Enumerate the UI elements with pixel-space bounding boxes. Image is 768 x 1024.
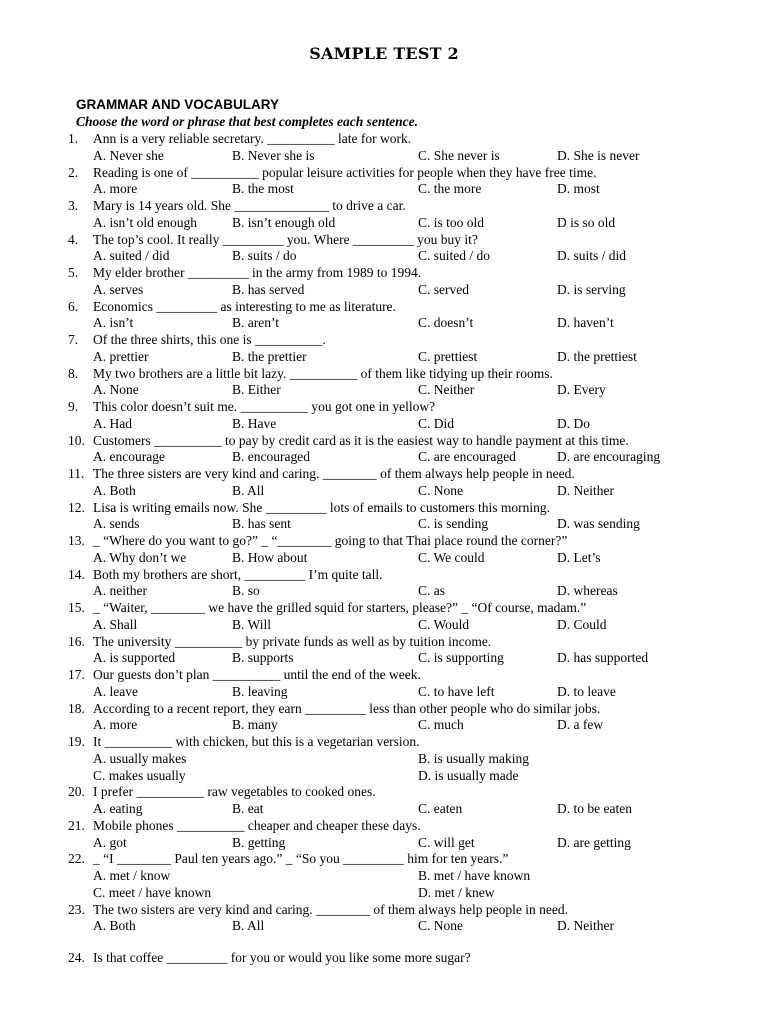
option-row	[68, 717, 758, 734]
question-11	[68, 466, 758, 500]
answer-option[interactable]: C. Did	[418, 415, 455, 431]
answer-option[interactable]: B. Have	[232, 415, 277, 431]
question-stem	[68, 902, 758, 919]
question-stem	[68, 500, 758, 517]
question-number: 1.	[68, 131, 79, 146]
answer-option[interactable]: C. meet / have known	[93, 884, 212, 900]
question-17	[68, 667, 758, 701]
question-number: 21.	[68, 817, 85, 833]
answer-option[interactable]: B. the most	[232, 181, 294, 197]
question-21	[68, 818, 758, 852]
question-text: I prefer __________ raw vegetables to cooked ones.	[93, 784, 376, 800]
question-stem	[68, 851, 758, 868]
answer-option[interactable]: C. prettiest	[418, 348, 478, 364]
option-row	[68, 768, 758, 785]
question-stem	[68, 433, 758, 450]
question-19	[68, 734, 758, 784]
answer-option[interactable]: C. eaten	[418, 801, 463, 816]
answer-option[interactable]: A. serves	[93, 281, 144, 297]
question-text: The three sisters are very kind and caring. ________ of them always help people in need.	[93, 466, 575, 481]
option-row	[68, 550, 758, 567]
question-number: 3.	[68, 198, 79, 213]
answer-option[interactable]: D. to be eaten	[557, 801, 632, 816]
question-number: 9.	[68, 399, 79, 414]
option-row	[68, 868, 758, 885]
answer-option[interactable]: A. eating	[93, 801, 143, 816]
option-row	[68, 684, 758, 701]
question-number: 11.	[68, 466, 85, 481]
answer-option[interactable]: A. Shall	[93, 616, 138, 632]
answer-option[interactable]: A. more	[93, 717, 138, 733]
answer-option[interactable]: C. doesn’t	[418, 315, 474, 331]
question-number: 22.	[68, 851, 85, 867]
question-stem	[68, 299, 758, 316]
question-text: The university __________ by private funds as well as by tuition income.	[93, 633, 492, 649]
answer-option[interactable]: D. are getting	[557, 834, 631, 850]
option-row	[68, 583, 758, 600]
answer-option[interactable]: B. Will	[232, 616, 271, 632]
question-stem	[68, 667, 758, 684]
answer-option[interactable]: A. isn’t	[93, 315, 134, 331]
answer-option[interactable]: C. is sending	[418, 516, 489, 532]
answer-option[interactable]: D. is serving	[557, 281, 626, 297]
answer-option[interactable]: C. Would	[418, 616, 470, 632]
answer-option[interactable]: A. sends	[93, 516, 140, 532]
question-stem	[68, 265, 758, 282]
question-stem	[68, 567, 758, 584]
option-row	[68, 416, 758, 433]
answer-option[interactable]: C. is supporting	[418, 650, 504, 666]
answer-option[interactable]: B. is usually making	[418, 750, 529, 766]
option-row	[68, 282, 758, 299]
answer-option[interactable]: B. eat	[232, 801, 264, 816]
question-number: 6.	[68, 298, 79, 314]
option-row	[68, 248, 758, 265]
section-heading: GRAMMAR AND VOCABULARY	[76, 97, 279, 112]
answer-option[interactable]: B. the prettier	[232, 348, 307, 364]
answer-option[interactable]: D. Let’s	[557, 549, 601, 565]
answer-option[interactable]: A. Both	[93, 918, 136, 934]
question-text: _ “Where do you want to go?” _ “________ going to that Thai place round the corner?”	[93, 533, 568, 548]
answer-option[interactable]: D. a few	[557, 717, 604, 733]
question-stem	[68, 366, 758, 383]
question-stem	[68, 784, 758, 801]
question-number: 19.	[68, 734, 85, 749]
question-1	[68, 131, 758, 165]
question-stem	[68, 232, 758, 249]
question-12	[68, 500, 758, 534]
answer-option[interactable]: A. None	[93, 382, 139, 398]
answer-option[interactable]: B. supports	[232, 650, 294, 666]
question-number: 2.	[68, 164, 79, 180]
answer-option[interactable]: D is so old	[557, 214, 616, 230]
question-number: 8.	[68, 365, 79, 381]
answer-option[interactable]: A. Both	[93, 482, 136, 498]
question-number: 24.	[68, 950, 85, 965]
answer-option[interactable]: B. getting	[232, 834, 286, 850]
question-number: 10.	[68, 432, 85, 448]
option-row	[68, 617, 758, 634]
question-stem	[68, 950, 758, 967]
question-text: Mobile phones __________ cheaper and cheaper these days.	[93, 817, 421, 833]
answer-option[interactable]: C. suited / do	[418, 248, 491, 264]
answer-option[interactable]: B. aren’t	[232, 315, 279, 331]
answer-option[interactable]: B. has sent	[232, 516, 291, 532]
answer-option[interactable]: A. suited / did	[93, 248, 170, 264]
answer-option[interactable]: D. met / knew	[418, 884, 495, 900]
answer-option[interactable]: C. to have left	[418, 683, 495, 699]
option-row	[68, 650, 758, 667]
option-row	[68, 835, 758, 852]
question-text: Both my brothers are short, _________ I’m quite tall.	[93, 566, 383, 582]
question-stem	[68, 600, 758, 617]
question-stem	[68, 818, 758, 835]
answer-option[interactable]: A. met / know	[93, 868, 171, 883]
question-number: 4.	[68, 231, 79, 247]
question-stem	[68, 466, 758, 483]
answer-option[interactable]: A. Why don’t we	[93, 549, 187, 565]
answer-option[interactable]: B. All	[232, 918, 265, 934]
question-text: The top’s cool. It really _________ you. Where _________ you buy it?	[93, 231, 478, 247]
question-18	[68, 701, 758, 735]
answer-option[interactable]: D. has supported	[557, 650, 649, 666]
option-row	[68, 449, 758, 466]
answer-option[interactable]: C. are encouraged	[418, 449, 516, 465]
answer-option[interactable]: B. met / have known	[418, 868, 531, 883]
answer-option[interactable]: D. to leave	[557, 683, 616, 699]
question-stem	[68, 701, 758, 718]
question-stem	[68, 399, 758, 416]
answer-option[interactable]: C. much	[418, 717, 464, 733]
option-row	[68, 483, 758, 500]
question-stem	[68, 533, 758, 550]
option-row	[68, 801, 758, 818]
answer-option[interactable]: A. usually makes	[93, 750, 187, 766]
question-3	[68, 198, 758, 232]
answer-option[interactable]: C. Neither	[418, 382, 475, 398]
answer-option[interactable]: B. How about	[232, 549, 308, 565]
question-6	[68, 299, 758, 333]
question-text: Our guests don’t plan __________ until the end of the week.	[93, 667, 421, 682]
answer-option[interactable]: A. got	[93, 834, 127, 850]
answer-option[interactable]: C. will get	[418, 834, 475, 850]
question-number: 15.	[68, 600, 85, 615]
answer-option[interactable]: D. Could	[557, 616, 607, 632]
question-text: This color doesn’t suit me. __________ you got one in yellow?	[93, 399, 436, 414]
question-number: 13.	[68, 533, 85, 548]
question-22	[68, 851, 758, 901]
option-row	[68, 148, 758, 165]
answer-option[interactable]: B. leaving	[232, 683, 288, 699]
question-10	[68, 433, 758, 467]
option-row	[68, 181, 758, 198]
answer-option[interactable]: B. so	[232, 583, 260, 599]
question-number: 14.	[68, 566, 85, 582]
answer-option[interactable]: C. None	[418, 918, 463, 934]
question-number: 12.	[68, 499, 85, 515]
question-number: 16.	[68, 633, 85, 649]
question-text: According to a recent report, they earn _________ less than other people who do similar jobs.	[93, 700, 601, 716]
answer-option[interactable]: D. whereas	[557, 583, 618, 599]
question-text: Lisa is writing emails now. She _________ lots of emails to customers this morning.	[93, 499, 550, 515]
answer-option[interactable]: D. Neither	[557, 482, 614, 498]
answer-option[interactable]: A. encourage	[93, 449, 165, 465]
question-text: My elder brother _________ in the army from 1989 to 1994.	[93, 265, 422, 280]
answer-option[interactable]: D. was sending	[557, 516, 640, 532]
question-number: 20.	[68, 784, 85, 800]
question-text: Mary is 14 years old. She ______________ to drive a car.	[93, 198, 406, 213]
page-title: SAMPLE TEST 2	[309, 44, 459, 63]
answer-option[interactable]: C. None	[418, 482, 463, 498]
answer-option[interactable]: B. All	[232, 482, 265, 498]
answer-option[interactable]: B. Either	[232, 382, 281, 398]
question-14	[68, 567, 758, 601]
question-5	[68, 265, 758, 299]
question-7	[68, 332, 758, 366]
question-number: 18.	[68, 700, 85, 716]
answer-option[interactable]: D. are encouraging	[557, 449, 661, 465]
option-row	[68, 382, 758, 399]
option-row	[68, 215, 758, 232]
option-row	[68, 516, 758, 533]
question-list	[68, 131, 758, 967]
question-text: My two brothers are a little bit lazy. __________ of them like tidying up their rooms.	[93, 365, 553, 381]
answer-option[interactable]: B. encouraged	[232, 449, 310, 465]
answer-option[interactable]: D. most	[557, 181, 600, 197]
instructions: Choose the word or phrase that best completes each sentence.	[76, 114, 418, 129]
question-number: 17.	[68, 667, 85, 682]
answer-option[interactable]: D. She is never	[557, 147, 640, 163]
question-8	[68, 366, 758, 400]
answer-option[interactable]: B. Never she is	[232, 147, 315, 163]
question-24	[68, 950, 758, 967]
option-row	[68, 751, 758, 768]
answer-option[interactable]: D. suits / did	[557, 248, 627, 264]
answer-option[interactable]: D. haven’t	[557, 315, 614, 331]
answer-option[interactable]: C. served	[418, 281, 469, 297]
answer-option[interactable]: B. has served	[232, 281, 305, 297]
question-text: Of the three shirts, this one is __________.	[93, 332, 326, 347]
answer-option[interactable]: A. prettier	[93, 348, 149, 364]
question-16	[68, 634, 758, 668]
option-row	[68, 349, 758, 366]
answer-option[interactable]: A. Had	[93, 415, 132, 431]
answer-option[interactable]: D. is usually made	[418, 767, 519, 783]
question-stem	[68, 165, 758, 182]
answer-option[interactable]: A. more	[93, 181, 138, 197]
question-9	[68, 399, 758, 433]
question-stem	[68, 198, 758, 215]
question-text: Economics _________ as interesting to me as literature.	[93, 298, 396, 314]
question-15	[68, 600, 758, 634]
question-text: _ “Waiter, ________ we have the grilled squid for starters, please?” _ “Of course, madam.”	[93, 600, 587, 615]
answer-option[interactable]: C. She never is	[418, 147, 500, 163]
answer-option[interactable]: C. as	[418, 583, 445, 599]
question-stem	[68, 634, 758, 651]
question-text: Is that coffee _________ for you or would you like some more sugar?	[93, 950, 471, 965]
answer-option[interactable]: B. isn’t enough old	[232, 214, 336, 230]
option-row	[68, 315, 758, 332]
answer-option[interactable]: D. Every	[557, 382, 606, 398]
question-text: The two sisters are very kind and caring. ________ of them always help people in need.	[93, 901, 568, 917]
answer-option[interactable]: B. suits / do	[232, 248, 297, 264]
question-number: 23.	[68, 901, 85, 917]
question-text: Reading is one of __________ popular leisure activities for people when they have free time.	[93, 164, 597, 180]
question-23	[68, 902, 758, 936]
question-4	[68, 232, 758, 266]
answer-option[interactable]: A. isn’t old enough	[93, 214, 197, 230]
question-text: Customers __________ to pay by credit card as it is the easiest way to handle payment at this time.	[93, 432, 629, 448]
question-2	[68, 165, 758, 199]
question-number: 7.	[68, 332, 79, 347]
question-text: Ann is a very reliable secretary. __________ late for work.	[93, 131, 412, 146]
question-number: 5.	[68, 265, 79, 280]
answer-option[interactable]: C. makes usually	[93, 767, 186, 783]
answer-option[interactable]: B. many	[232, 717, 278, 733]
answer-option[interactable]: D. Do	[557, 415, 590, 431]
answer-option[interactable]: C. the more	[418, 181, 482, 197]
answer-option[interactable]: A. leave	[93, 683, 138, 699]
answer-option[interactable]: A. Never she	[93, 147, 164, 163]
answer-option[interactable]: C. We could	[418, 549, 485, 565]
question-text: It __________ with chicken, but this is a vegetarian version.	[93, 734, 420, 749]
question-stem	[68, 131, 758, 148]
answer-option[interactable]: A. neither	[93, 583, 147, 599]
answer-option[interactable]: D. the prettiest	[557, 348, 637, 364]
option-row	[68, 885, 758, 902]
question-stem	[68, 734, 758, 751]
question-text: _ “I ________ Paul ten years ago.” _ “So you _________ him for ten years.”	[93, 851, 509, 867]
question-stem	[68, 332, 758, 349]
answer-option[interactable]: C. is too old	[418, 214, 485, 230]
answer-option[interactable]: A. is supported	[93, 650, 176, 666]
question-20	[68, 784, 758, 818]
option-row	[68, 918, 758, 935]
question-13	[68, 533, 758, 567]
answer-option[interactable]: D. Neither	[557, 918, 614, 934]
